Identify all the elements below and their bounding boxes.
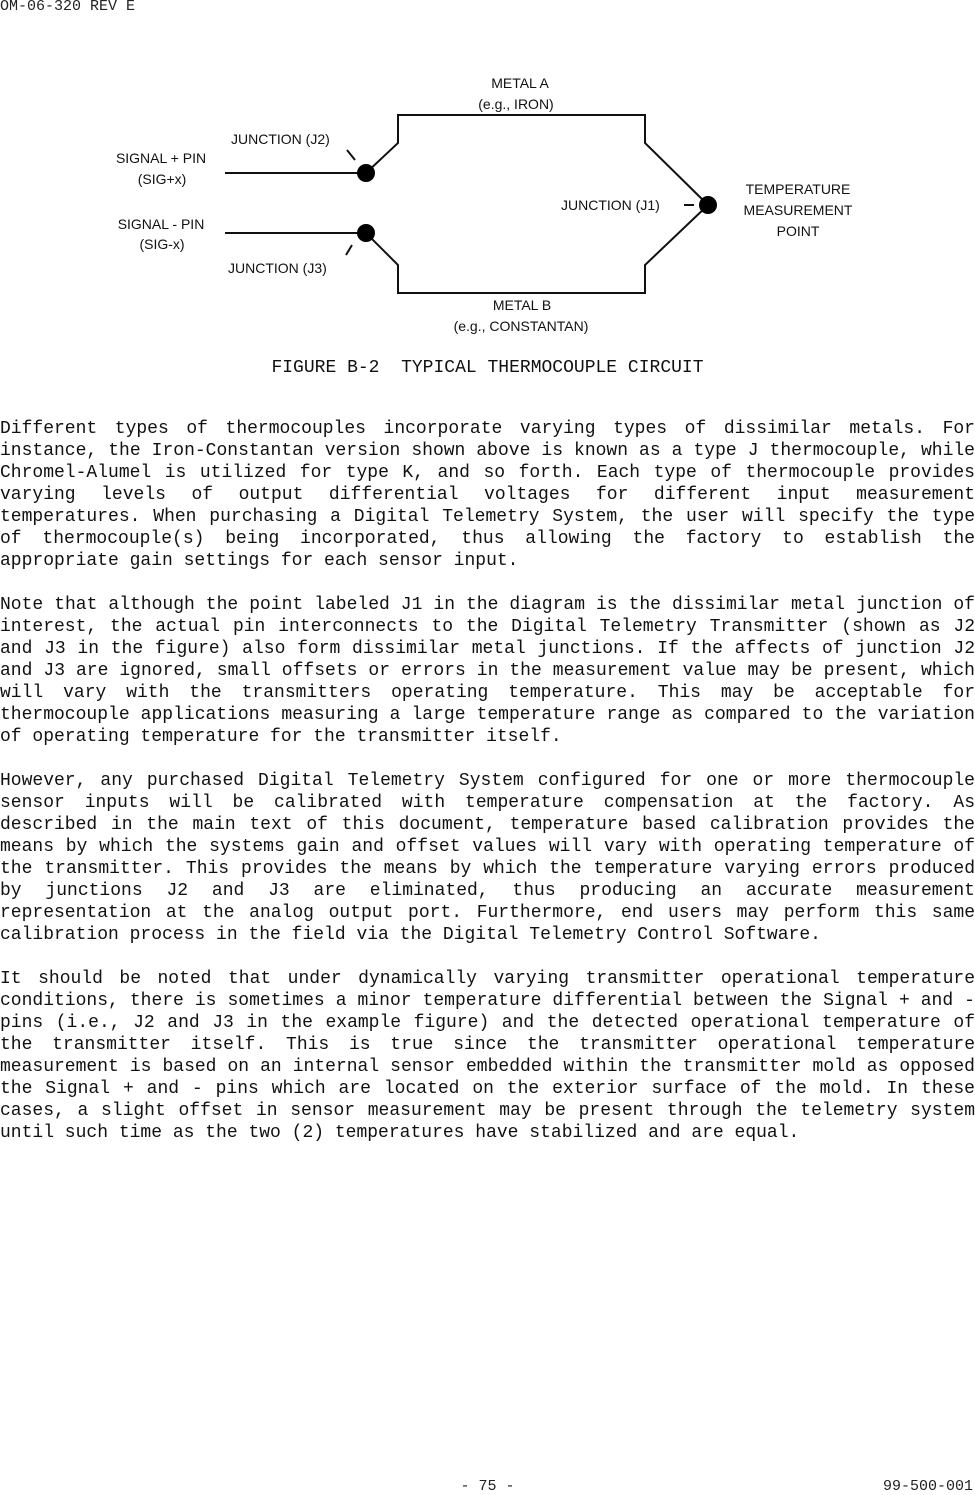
metal-b-example: (e.g., CONSTANTAN) — [453, 318, 589, 334]
junction-j3-pointer — [346, 245, 352, 255]
body-text — [0, 418, 975, 1166]
signal-minus-label: SIGNAL - PIN — [117, 216, 205, 232]
metal-a-label: METAL A — [491, 75, 549, 91]
junction-j2-dot — [357, 164, 375, 182]
signal-plus-code: (SIG+x) — [137, 171, 187, 187]
paragraph-junction-note: Note that although the point labeled J1 in the diagram is the dissimilar metal junction of interest, the actual pin interconnects to the Digital Telemetry Transmitter (shown as J2 and J3 in the figure) also form dissimilar metal junctions. If the affects of junction J2 and J3 are ignored, small offsets or errors in the measurement value may be present, which will vary with the transmitters operating temperature. This may be acceptable for thermocouple applications measuring a large temperature range as compared to the variation of operating temperature for the transmitter itself. — [0, 595, 975, 747]
metal-b-wire — [366, 205, 708, 293]
junction-j1-label: JUNCTION (J1) — [561, 197, 660, 213]
junction-j3-label: JUNCTION (J3) — [228, 260, 327, 276]
figure-caption: FIGURE B-2 TYPICAL THERMOCOUPLE CIRCUIT — [271, 358, 704, 378]
junction-j2-label: JUNCTION (J2) — [231, 131, 330, 147]
paragraph-thermocouple-types: Different types of thermocouples incorporate varying types of dissimilar metals. For instance, the Iron-Constantan version shown above is known as a type J thermocouple, while Chromel-Alumel is utilized for type K, and so forth. Each type of thermocouple provides varying levels of output differential voltages for different input measurement temperatures. When purchasing a Digital Telemetry System, the user will specify the type of thermocouple(s) being incorporated, thus allowing the factory to establish the appropriate gain settings for each sensor input. — [0, 419, 975, 571]
temperature-point-line1: TEMPERATURE — [745, 181, 851, 197]
thermocouple-circuit-diagram — [0, 55, 975, 345]
paragraph-temperature-differential: It should be noted that under dynamically varying transmitter operational temperature conditions, there is sometimes a minor temperature differential between the Signal + and - pins (i.e., J2 and J3 in the example figure) and the detected operational temperature of the transmitter itself. This is true since the transmitter operational temperature measurement is based on an internal sensor embedded within the transmitter mold as opposed the Signal + and - pins which are located on the exterior surface of the mold. In these cases, a slight offset in sensor measurement may be present through the telemetry system until such time as the two (2) temperatures have stabilized and are equal. — [0, 969, 975, 1143]
junction-j2-pointer — [347, 150, 355, 160]
metal-a-example: (e.g., IRON) — [478, 96, 554, 112]
junction-j3-dot — [357, 224, 375, 242]
signal-plus-label: SIGNAL + PIN — [115, 150, 207, 166]
temperature-point-line2: MEASUREMENT — [743, 202, 853, 218]
metal-a-wire — [366, 115, 708, 205]
junction-j1-dot — [699, 196, 717, 214]
temperature-point-line3: POINT — [776, 223, 820, 239]
document-number: 99-500-001 — [882, 1478, 973, 1495]
document-id-header: OM-06-320 REV E — [0, 0, 136, 15]
paragraph-calibration: However, any purchased Digital Telemetry System configured for one or more thermocouple sensor inputs will be calibrated with temperature compensation at the factory. As described in the main text of this document, temperature based calibration provides the means by which the systems gain and offset values will vary with operating temperature of the transmitter. This provides the means by which the temperature varying errors produced by junctions J2 and J3 are eliminated, thus producing an accurate measurement representation at the analog output port. Furthermore, end users may perform this same calibration process in the field via the Digital Telemetry Control Software. — [0, 771, 975, 945]
metal-b-label: METAL B — [492, 297, 552, 313]
page-number: - 75 - — [460, 1478, 515, 1495]
signal-minus-code: (SIG-x) — [139, 236, 185, 252]
